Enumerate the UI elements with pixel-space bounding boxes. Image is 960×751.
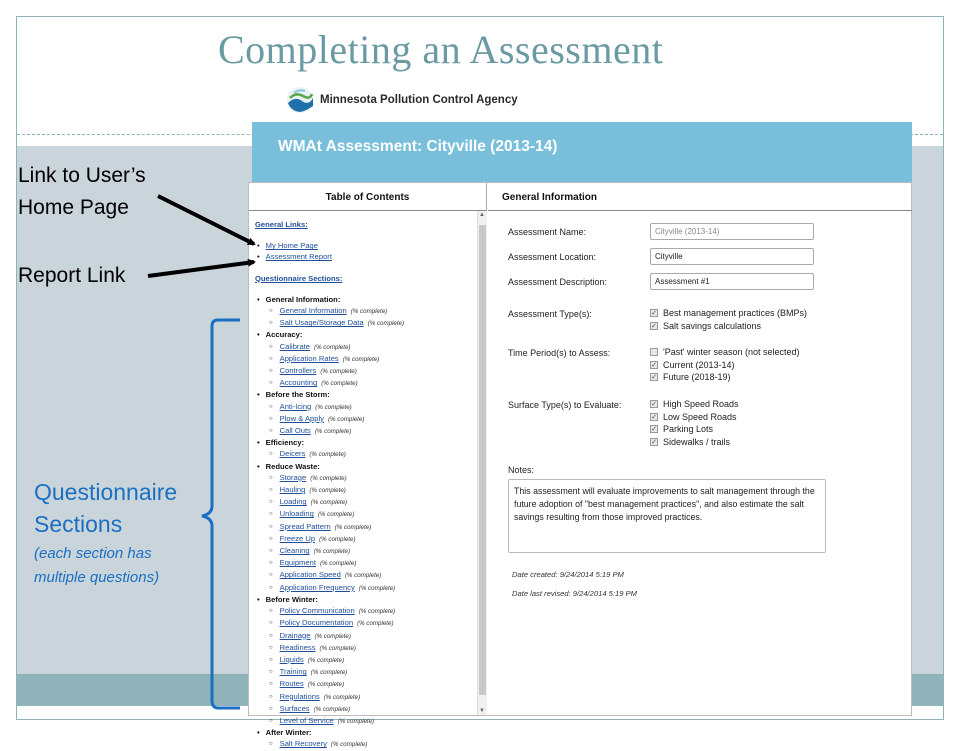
percent-complete-label: (% complete) xyxy=(313,548,351,556)
annotation-q-line1: Questionnaire xyxy=(34,479,178,505)
annotation-q-sub1: (each section has xyxy=(34,545,152,562)
annotation-q-line2: Sections xyxy=(34,511,123,537)
toc-section-link[interactable]: Regulations xyxy=(279,691,320,701)
annotation-report-link: Report Link xyxy=(18,264,126,287)
percent-complete-label: (% complete) xyxy=(320,368,357,376)
percent-complete-label: (% complete) xyxy=(309,487,346,495)
toc-section-link[interactable]: Salt Recovery xyxy=(279,739,327,749)
toc-section-link[interactable]: Cleaning xyxy=(279,546,310,556)
annotation-home-line2: Home Page xyxy=(18,196,129,219)
surface-type-label: Surface Type(s) to Evaluate: xyxy=(508,400,622,410)
percent-complete-label: (% complete) xyxy=(319,644,356,652)
assessment-type-label: Assessment Type(s): xyxy=(508,309,592,319)
questionnaire-sections-heading: Questionnaire Sections: xyxy=(255,273,343,283)
toc-section-link[interactable]: Unloading xyxy=(279,509,314,519)
checkbox-label: Low Speed Roads xyxy=(663,411,737,422)
checkbox-label: High Speed Roads xyxy=(663,399,739,409)
percent-complete-label: (% complete) xyxy=(330,741,368,749)
general-information-heading: General Information xyxy=(488,183,912,211)
annotation-q-sub2: multiple questions) xyxy=(34,569,160,586)
percent-complete-label: (% complete) xyxy=(307,656,345,664)
percent-complete-label: (% complete) xyxy=(358,584,396,592)
percent-complete-label: (% complete) xyxy=(358,608,396,616)
date-created: Date created: 9/24/2014 5:19 PM xyxy=(512,570,624,579)
toc-section-link[interactable]: Controllers xyxy=(279,366,317,376)
percent-complete-label: (% complete) xyxy=(314,632,351,640)
checked-checkbox-icon[interactable]: ✓ xyxy=(651,374,657,381)
toc-section-heading: • Before Winter: xyxy=(255,594,475,605)
checkbox-label: Salt savings calculations xyxy=(663,320,762,331)
toc-section-link[interactable]: Application Frequency xyxy=(279,582,355,592)
checked-checkbox-icon[interactable]: ✓ xyxy=(651,322,657,330)
toc-section-link[interactable]: Training xyxy=(279,667,307,677)
toc-section-link[interactable]: Plow & Apply xyxy=(279,413,324,423)
time-period-label: Time Period(s) to Assess: xyxy=(508,348,611,358)
arrow-to-report-link xyxy=(148,262,254,276)
assessment-name-label: Assessment Name: xyxy=(508,227,587,237)
toc-section-link[interactable]: Freeze Up xyxy=(279,533,316,543)
toc-section-heading: • Accuracy: xyxy=(255,329,475,340)
my-home-page-link[interactable]: My Home Page xyxy=(265,241,319,251)
toc-section-link[interactable]: Surfaces xyxy=(279,703,310,713)
logo-text: Minnesota Pollution Control Agency xyxy=(320,94,518,106)
percent-complete-label: (% complete) xyxy=(310,499,348,507)
date-last-revised: Date last revised: 9/24/2014 5:19 PM xyxy=(512,589,637,598)
toc-section-link[interactable]: Level of Service xyxy=(279,715,334,725)
assessment-name-field[interactable]: Cityville (2013-14) xyxy=(650,223,814,240)
notes-textarea[interactable]: This assessment will evaluate improvements to salt management through the future adoption of "best management practices", and also estimate the salt savings resulting from those improved practices. xyxy=(508,479,826,553)
toc-section-link[interactable]: Accounting xyxy=(279,378,318,388)
assessment-report-link[interactable]: Assessment Report xyxy=(265,252,332,262)
checked-checkbox-icon[interactable]: ✓ xyxy=(651,361,657,369)
percent-complete-label: (% complete) xyxy=(342,355,380,363)
percent-complete-label: (% complete) xyxy=(357,620,394,628)
toc-section-link[interactable]: Storage xyxy=(279,472,307,482)
percent-complete-label: (% complete) xyxy=(323,693,361,701)
assessment-description-field[interactable]: Assessment #1 xyxy=(650,273,814,290)
toc-section-heading: • Reduce Waste: xyxy=(255,461,475,472)
percent-complete-label: (% complete) xyxy=(337,717,375,725)
checkbox-label: Current (2013-14) xyxy=(663,359,735,370)
assessment-description-label: Assessment Description: xyxy=(508,277,608,287)
percent-complete-label: (% complete) xyxy=(327,415,365,423)
checkbox-label: Sidewalks / trails xyxy=(663,436,731,447)
toc-section-link[interactable]: Loading xyxy=(279,497,307,507)
percent-complete-label: (% complete) xyxy=(315,403,352,411)
checked-checkbox-icon[interactable]: ✓ xyxy=(651,426,657,433)
checkbox-label: Parking Lots xyxy=(663,424,714,434)
toc-section-link[interactable]: Hauling xyxy=(279,485,306,495)
toc-section-link[interactable]: Application Speed xyxy=(279,570,341,580)
checkbox-label: Future (2018-19) xyxy=(663,372,731,382)
toc-heading: Table of Contents xyxy=(249,183,486,211)
percent-complete-label: (% complete) xyxy=(317,511,355,519)
toc-section-link[interactable]: Salt Usage/Storage Data xyxy=(279,318,364,328)
toc-section-link[interactable]: Drainage xyxy=(279,630,311,640)
percent-complete-label: (% complete) xyxy=(314,428,352,436)
checked-checkbox-icon[interactable]: ✓ xyxy=(651,310,657,317)
toc-section-link[interactable]: Anti-Icing xyxy=(279,401,312,411)
toc-section-link[interactable]: Application Rates xyxy=(279,353,339,363)
toc-list-item xyxy=(255,738,475,750)
toc-section-link[interactable]: Call Outs xyxy=(279,426,311,436)
toc-section-link[interactable]: Policy Communication xyxy=(279,606,355,616)
checkbox-label: Best management practices (BMPs) xyxy=(663,308,808,318)
toc-section-link[interactable]: Deicers xyxy=(279,449,306,459)
notes-label: Notes: xyxy=(508,465,535,475)
percent-complete-label: (% complete) xyxy=(367,320,405,328)
slide-title: Completing an Assessment xyxy=(218,27,664,72)
scroll-down-icon[interactable]: ▼ xyxy=(479,708,485,714)
scroll-up-icon[interactable]: ▲ xyxy=(479,212,485,218)
toc-section-link[interactable]: Equipment xyxy=(279,558,316,568)
toc-section-link[interactable]: Liquids xyxy=(279,654,304,664)
checkbox-label: 'Past' winter season (not selected) xyxy=(663,347,800,357)
questionnaire-bracket xyxy=(202,320,240,708)
app-header-title: WMAt Assessment: Cityville (2013-14) xyxy=(278,138,558,155)
percent-complete-label: (% complete) xyxy=(313,705,351,713)
toc-section-link[interactable]: Calibrate xyxy=(279,341,311,351)
toc-section-heading: • Before the Storm: xyxy=(255,389,475,400)
toc-section-link[interactable]: Spread Pattern xyxy=(279,521,331,531)
assessment-location-field[interactable]: Cityville xyxy=(650,248,814,265)
arrow-to-home-page-link xyxy=(158,196,254,244)
percent-complete-label: (% complete) xyxy=(309,451,346,459)
annotation-home-line1: Link to User’s xyxy=(18,164,146,187)
percent-complete-label: (% complete) xyxy=(319,535,356,543)
checked-checkbox-icon[interactable]: ✓ xyxy=(651,438,657,446)
toc-section-heading: • General Information: xyxy=(255,294,475,305)
checked-checkbox-icon[interactable]: ✓ xyxy=(651,401,657,408)
percent-complete-label: (% complete) xyxy=(350,308,388,316)
general-links-heading: General Links: xyxy=(255,220,308,229)
checked-checkbox-icon[interactable]: ✓ xyxy=(651,413,657,421)
percent-complete-label: (% complete) xyxy=(334,523,372,531)
assessment-location-label: Assessment Location: xyxy=(508,252,597,262)
percent-complete-label: (% complete) xyxy=(307,681,345,689)
toc-section-heading: • After Winter: xyxy=(255,727,475,738)
toc-section-link[interactable]: Readiness xyxy=(279,642,316,652)
percent-complete-label: (% complete) xyxy=(314,343,351,351)
percent-complete-label: (% complete) xyxy=(321,380,358,388)
percent-complete-label: (% complete) xyxy=(310,669,348,677)
toc-section-link[interactable]: General Information xyxy=(279,306,347,316)
percent-complete-label: (% complete) xyxy=(319,560,357,568)
toc-section-link[interactable]: Policy Documentation xyxy=(279,618,354,628)
toc-section-link[interactable]: Routes xyxy=(279,679,304,689)
percent-complete-label: (% complete) xyxy=(344,572,382,580)
percent-complete-label: (% complete) xyxy=(310,474,347,482)
toc-section-heading: • Efficiency: xyxy=(255,437,475,448)
